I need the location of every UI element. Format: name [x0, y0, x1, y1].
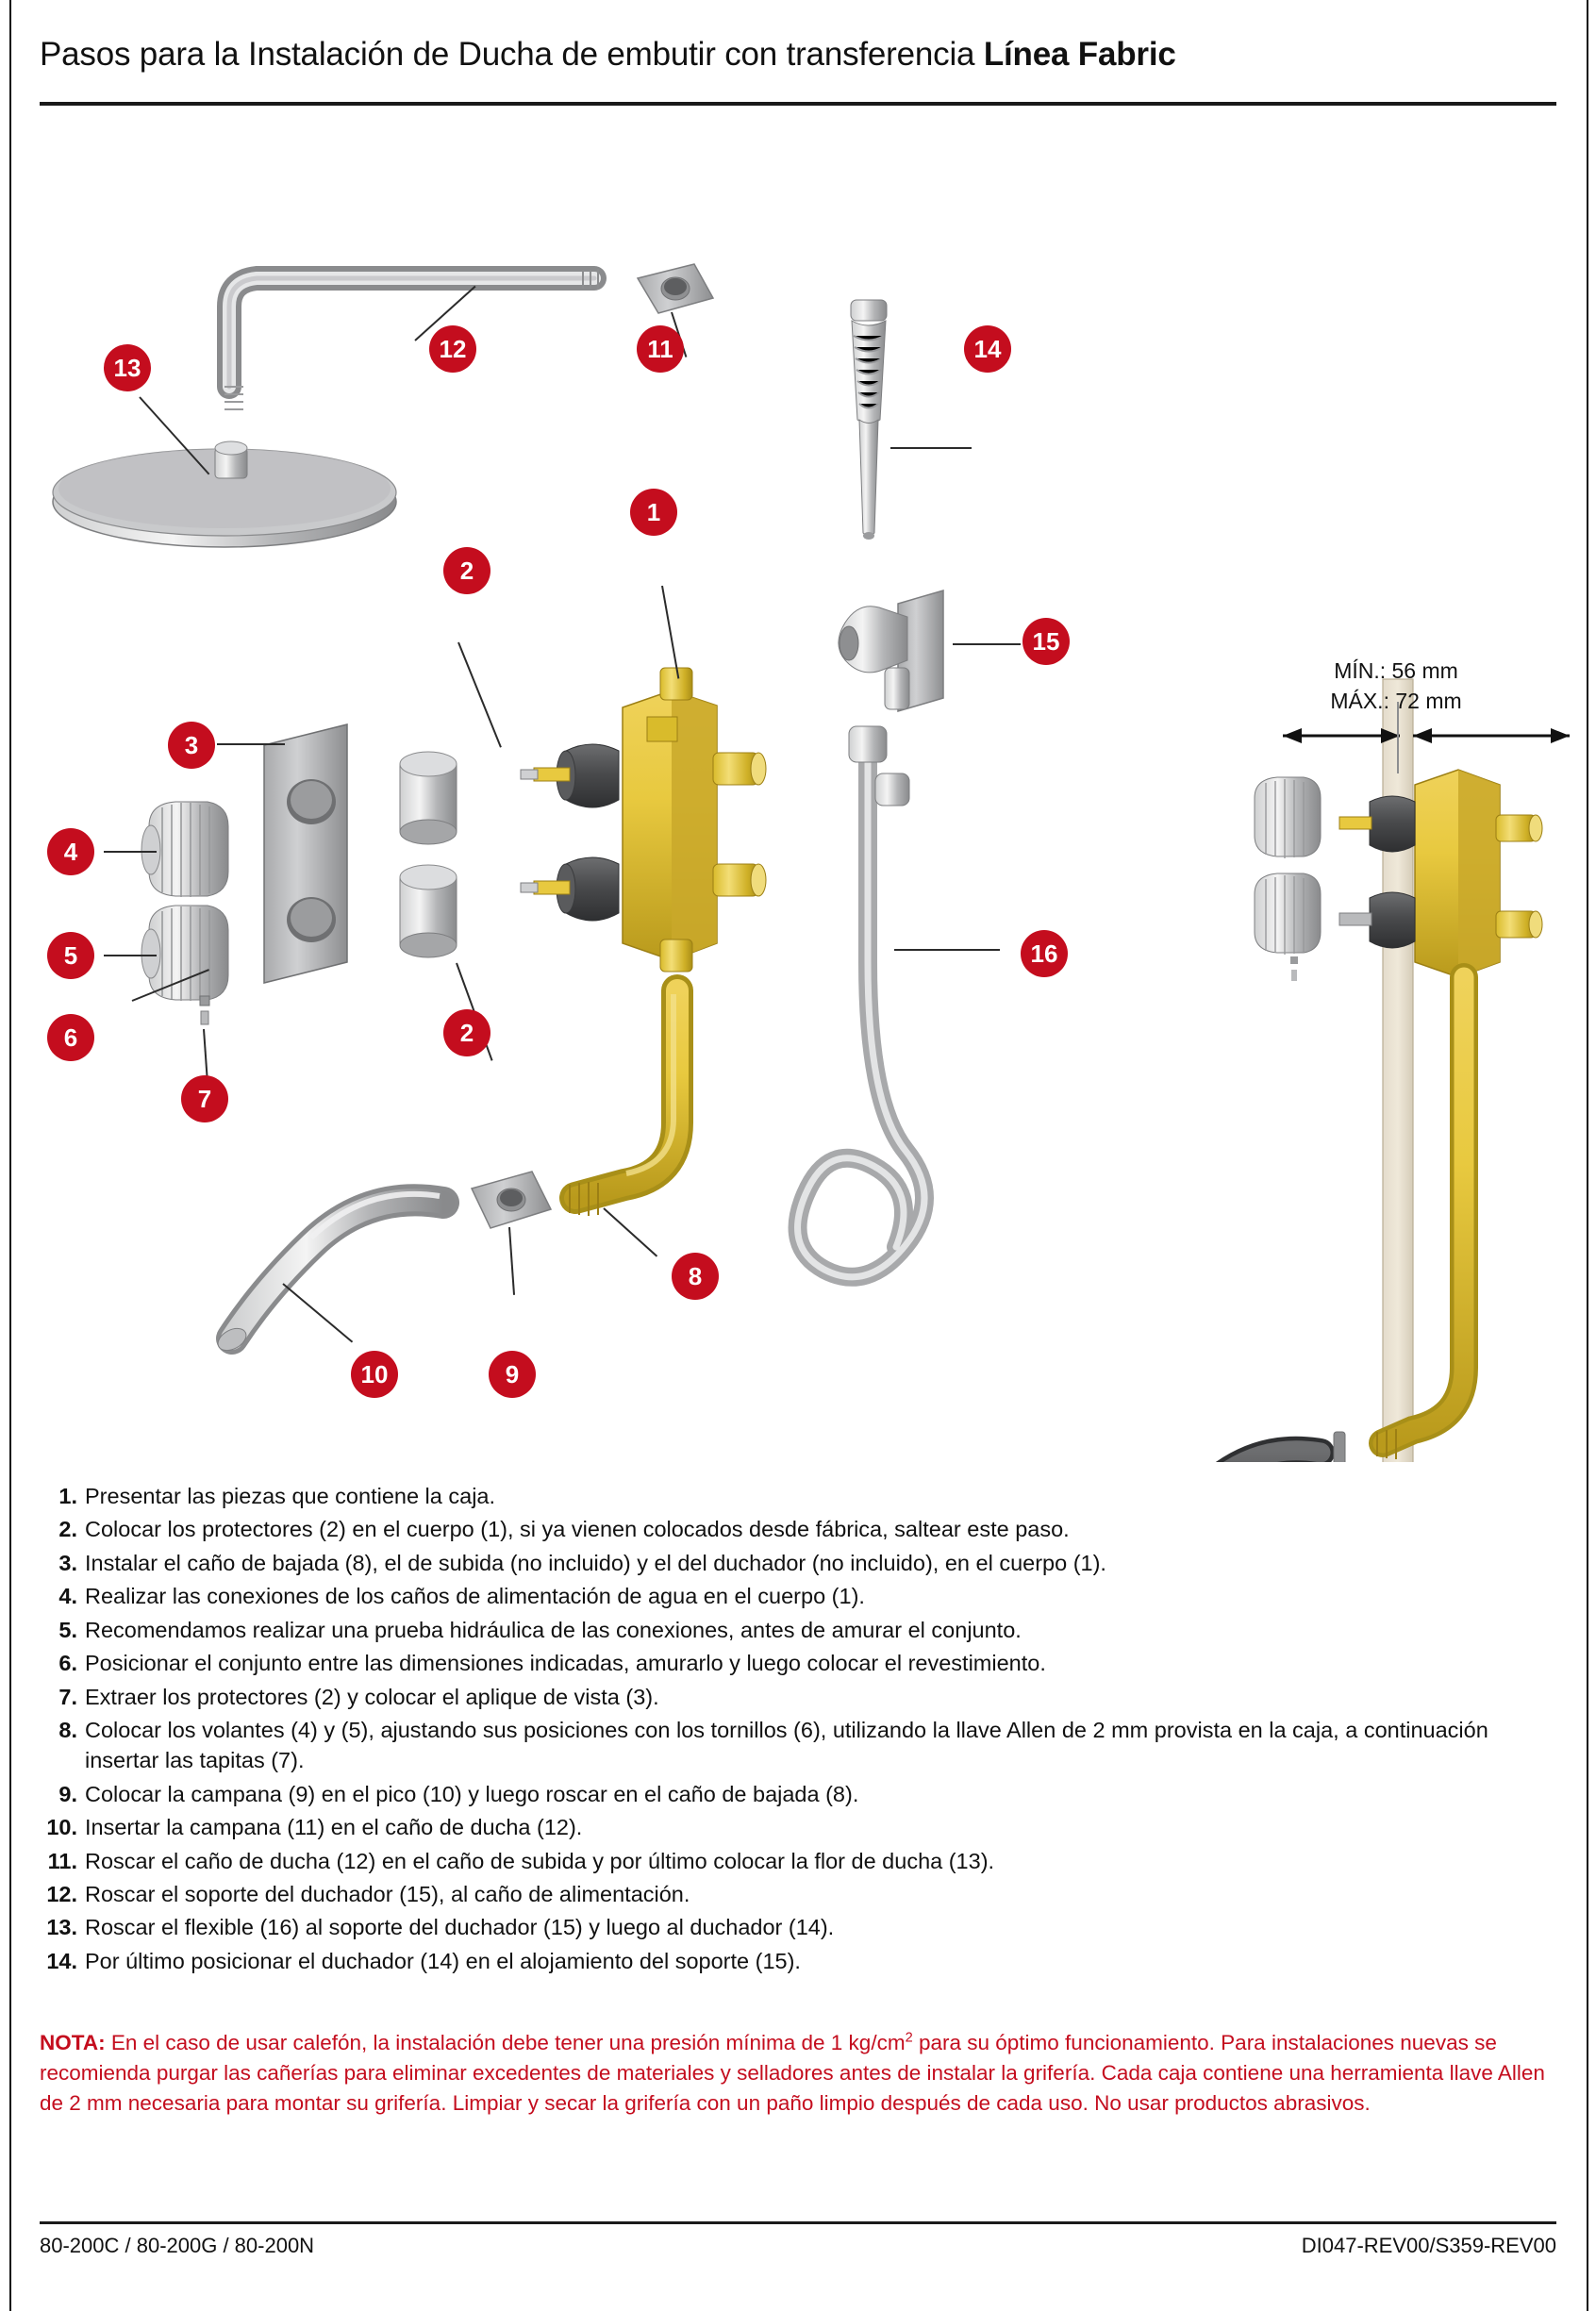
part-shower-arm	[224, 269, 598, 409]
step-text: Roscar el caño de ducha (12) en el caño de subida y por último colocar la flor de ducha (13).	[85, 1848, 995, 1873]
part-protector-upper	[400, 752, 457, 844]
step-text: Roscar el soporte del duchador (15), al caño de alimentación.	[85, 1882, 690, 1907]
step-text: Insertar la campana (11) en el caño de ducha (12).	[85, 1815, 583, 1840]
callout-14: 14	[964, 325, 1011, 373]
list-item	[40, 1648, 1568, 1678]
part-shower-holder	[839, 590, 943, 711]
part-protector-lower	[400, 865, 457, 957]
callout-8: 8	[672, 1253, 719, 1300]
title-bold: Línea Fabric	[983, 36, 1176, 73]
part-spout	[214, 1194, 443, 1355]
footer-doc-code: DI047-REV00/S359-REV00	[1301, 2234, 1556, 2257]
part-handle-lower	[141, 906, 228, 1001]
step-text: Realizar las conexiones de los caños de alimentación de agua en el cuerpo (1).	[85, 1584, 865, 1609]
dimension-max: MÁX.: 72 mm	[1330, 689, 1462, 713]
list-item	[40, 1682, 1568, 1712]
list-item	[40, 1615, 1568, 1645]
step-number: 8.	[58, 1717, 77, 1742]
step-text: Extraer los protectores (2) y colocar el aplique de vista (3).	[85, 1684, 659, 1709]
list-item	[40, 1812, 1568, 1842]
page-title	[40, 36, 1556, 74]
leader-5	[104, 955, 157, 956]
note-superscript: 2	[905, 2030, 913, 2046]
step-text: Posicionar el conjunto entre las dimensiones indicadas, amurarlo y luego colocar el revestimiento.	[85, 1651, 1046, 1676]
dimension-min: MÍN.: 56 mm	[1334, 658, 1458, 683]
callout-15: 15	[1022, 618, 1070, 665]
list-item	[40, 1846, 1568, 1876]
callout-5: 5	[47, 932, 94, 979]
step-text: Colocar la campana (9) en el pico (10) y luego roscar en el caño de bajada (8).	[85, 1781, 859, 1806]
leader-4	[104, 851, 157, 853]
exploded-diagram	[0, 113, 1596, 1462]
part-escutcheon-square-top	[638, 264, 713, 313]
callout-4: 4	[47, 828, 94, 875]
part-down-pipe	[570, 990, 677, 1216]
list-item	[40, 1879, 1568, 1909]
step-number: 9.	[58, 1781, 77, 1806]
step-text: Colocar los volantes (4) y (5), ajustando sus posiciones con los tornillos (6), utilizando la llave Allen de 2 mm provista en la caja, a continuación insertar las tapitas (7).	[85, 1717, 1488, 1773]
footer-divider	[40, 2221, 1556, 2224]
list-item	[40, 1581, 1568, 1611]
step-text: Instalar el caño de bajada (8), el de subida (no incluido) y el del duchador (no incluido), en el cuerpo (1).	[85, 1550, 1106, 1575]
leader-15	[953, 643, 1021, 645]
callout-7: 7	[181, 1075, 228, 1122]
part-flexible-hose	[798, 755, 924, 1277]
step-number: 6.	[58, 1651, 77, 1676]
note-block	[40, 2028, 1556, 2119]
leader-14	[890, 447, 972, 449]
callout-11: 11	[637, 325, 684, 373]
title-plain: Pasos para la Instalación de Ducha de embutir con transferencia	[40, 36, 984, 73]
leader-3	[217, 743, 285, 745]
part-valve-body	[521, 668, 766, 972]
note-rest: Para instalaciones nuevas se recomienda purgar las cañerías para eliminar excedentes de materiales y selladores antes de instalar la grifería. Cada caja contiene una herramienta llave Allen de 2 mm necesaria para montar su grifería. Limpiar y secar la grifería con un paño limpio después de cada uso. No usar productos abrasivos.	[40, 2031, 1545, 2115]
callout-2b: 2	[443, 1009, 490, 1056]
step-text: Por último posicionar el duchador (14) en el alojamiento del soporte (15).	[85, 1948, 801, 1973]
callout-1: 1	[630, 489, 677, 536]
list-item	[40, 1481, 1568, 1511]
step-number: 2.	[58, 1517, 77, 1542]
step-text: Colocar los protectores (2) en el cuerpo (1), si ya vienen colocados desde fábrica, saltear este paso.	[85, 1517, 1070, 1542]
callout-12: 12	[429, 325, 476, 373]
footer-model-codes: 80-200C / 80-200G / 80-200N	[40, 2234, 315, 2257]
steps-list	[40, 1481, 1568, 1979]
step-number: 7.	[58, 1684, 77, 1709]
footer	[40, 2234, 1556, 2258]
step-text: Recomendamos realizar una prueba hidráulica de las conexiones, antes de amurar el conjunto.	[85, 1617, 1022, 1642]
step-number: 11.	[47, 1848, 77, 1873]
note-line1: En el caso de usar calefón, la instalación debe tener una presión mínima de 1 kg/cm	[105, 2031, 906, 2054]
header-divider	[40, 102, 1556, 106]
step-number: 10.	[46, 1815, 77, 1840]
list-item	[40, 1912, 1568, 1942]
part-hand-shower	[851, 300, 887, 540]
callout-9: 9	[489, 1351, 536, 1398]
step-number: 5.	[58, 1617, 77, 1642]
callout-6: 6	[47, 1014, 94, 1061]
list-item	[40, 1715, 1568, 1776]
leader-16	[894, 949, 1000, 951]
list-item	[40, 1514, 1568, 1544]
callout-13: 13	[104, 344, 151, 391]
note-line1b: para su óptimo funcionamiento.	[912, 2031, 1215, 2054]
callout-2a: 2	[443, 547, 490, 594]
diagram-artwork	[0, 113, 1596, 1462]
step-number: 3.	[58, 1550, 77, 1575]
step-number: 13.	[46, 1915, 77, 1940]
step-number: 4.	[58, 1584, 77, 1609]
step-number: 12.	[46, 1882, 77, 1907]
list-item	[40, 1548, 1568, 1578]
part-hose-ends	[849, 726, 909, 806]
installed-section	[1134, 679, 1570, 1462]
step-text: Presentar las piezas que contiene la caja.	[85, 1484, 496, 1508]
step-number: 1.	[58, 1484, 77, 1508]
callout-10: 10	[351, 1351, 398, 1398]
list-item	[40, 1779, 1568, 1809]
part-shower-head	[53, 441, 396, 547]
part-escutcheon-square-bottom	[472, 1172, 551, 1228]
part-wall-plate	[264, 724, 347, 983]
part-handle-upper	[141, 802, 228, 897]
list-item	[40, 1946, 1568, 1976]
callout-3: 3	[168, 722, 215, 769]
step-text: Roscar el flexible (16) al soporte del duchador (15) y luego al duchador (14).	[85, 1915, 835, 1940]
callout-16: 16	[1021, 930, 1068, 977]
part-screw-cap	[200, 996, 209, 1024]
note-label: NOTA:	[40, 2031, 106, 2054]
step-number: 14.	[46, 1948, 77, 1973]
